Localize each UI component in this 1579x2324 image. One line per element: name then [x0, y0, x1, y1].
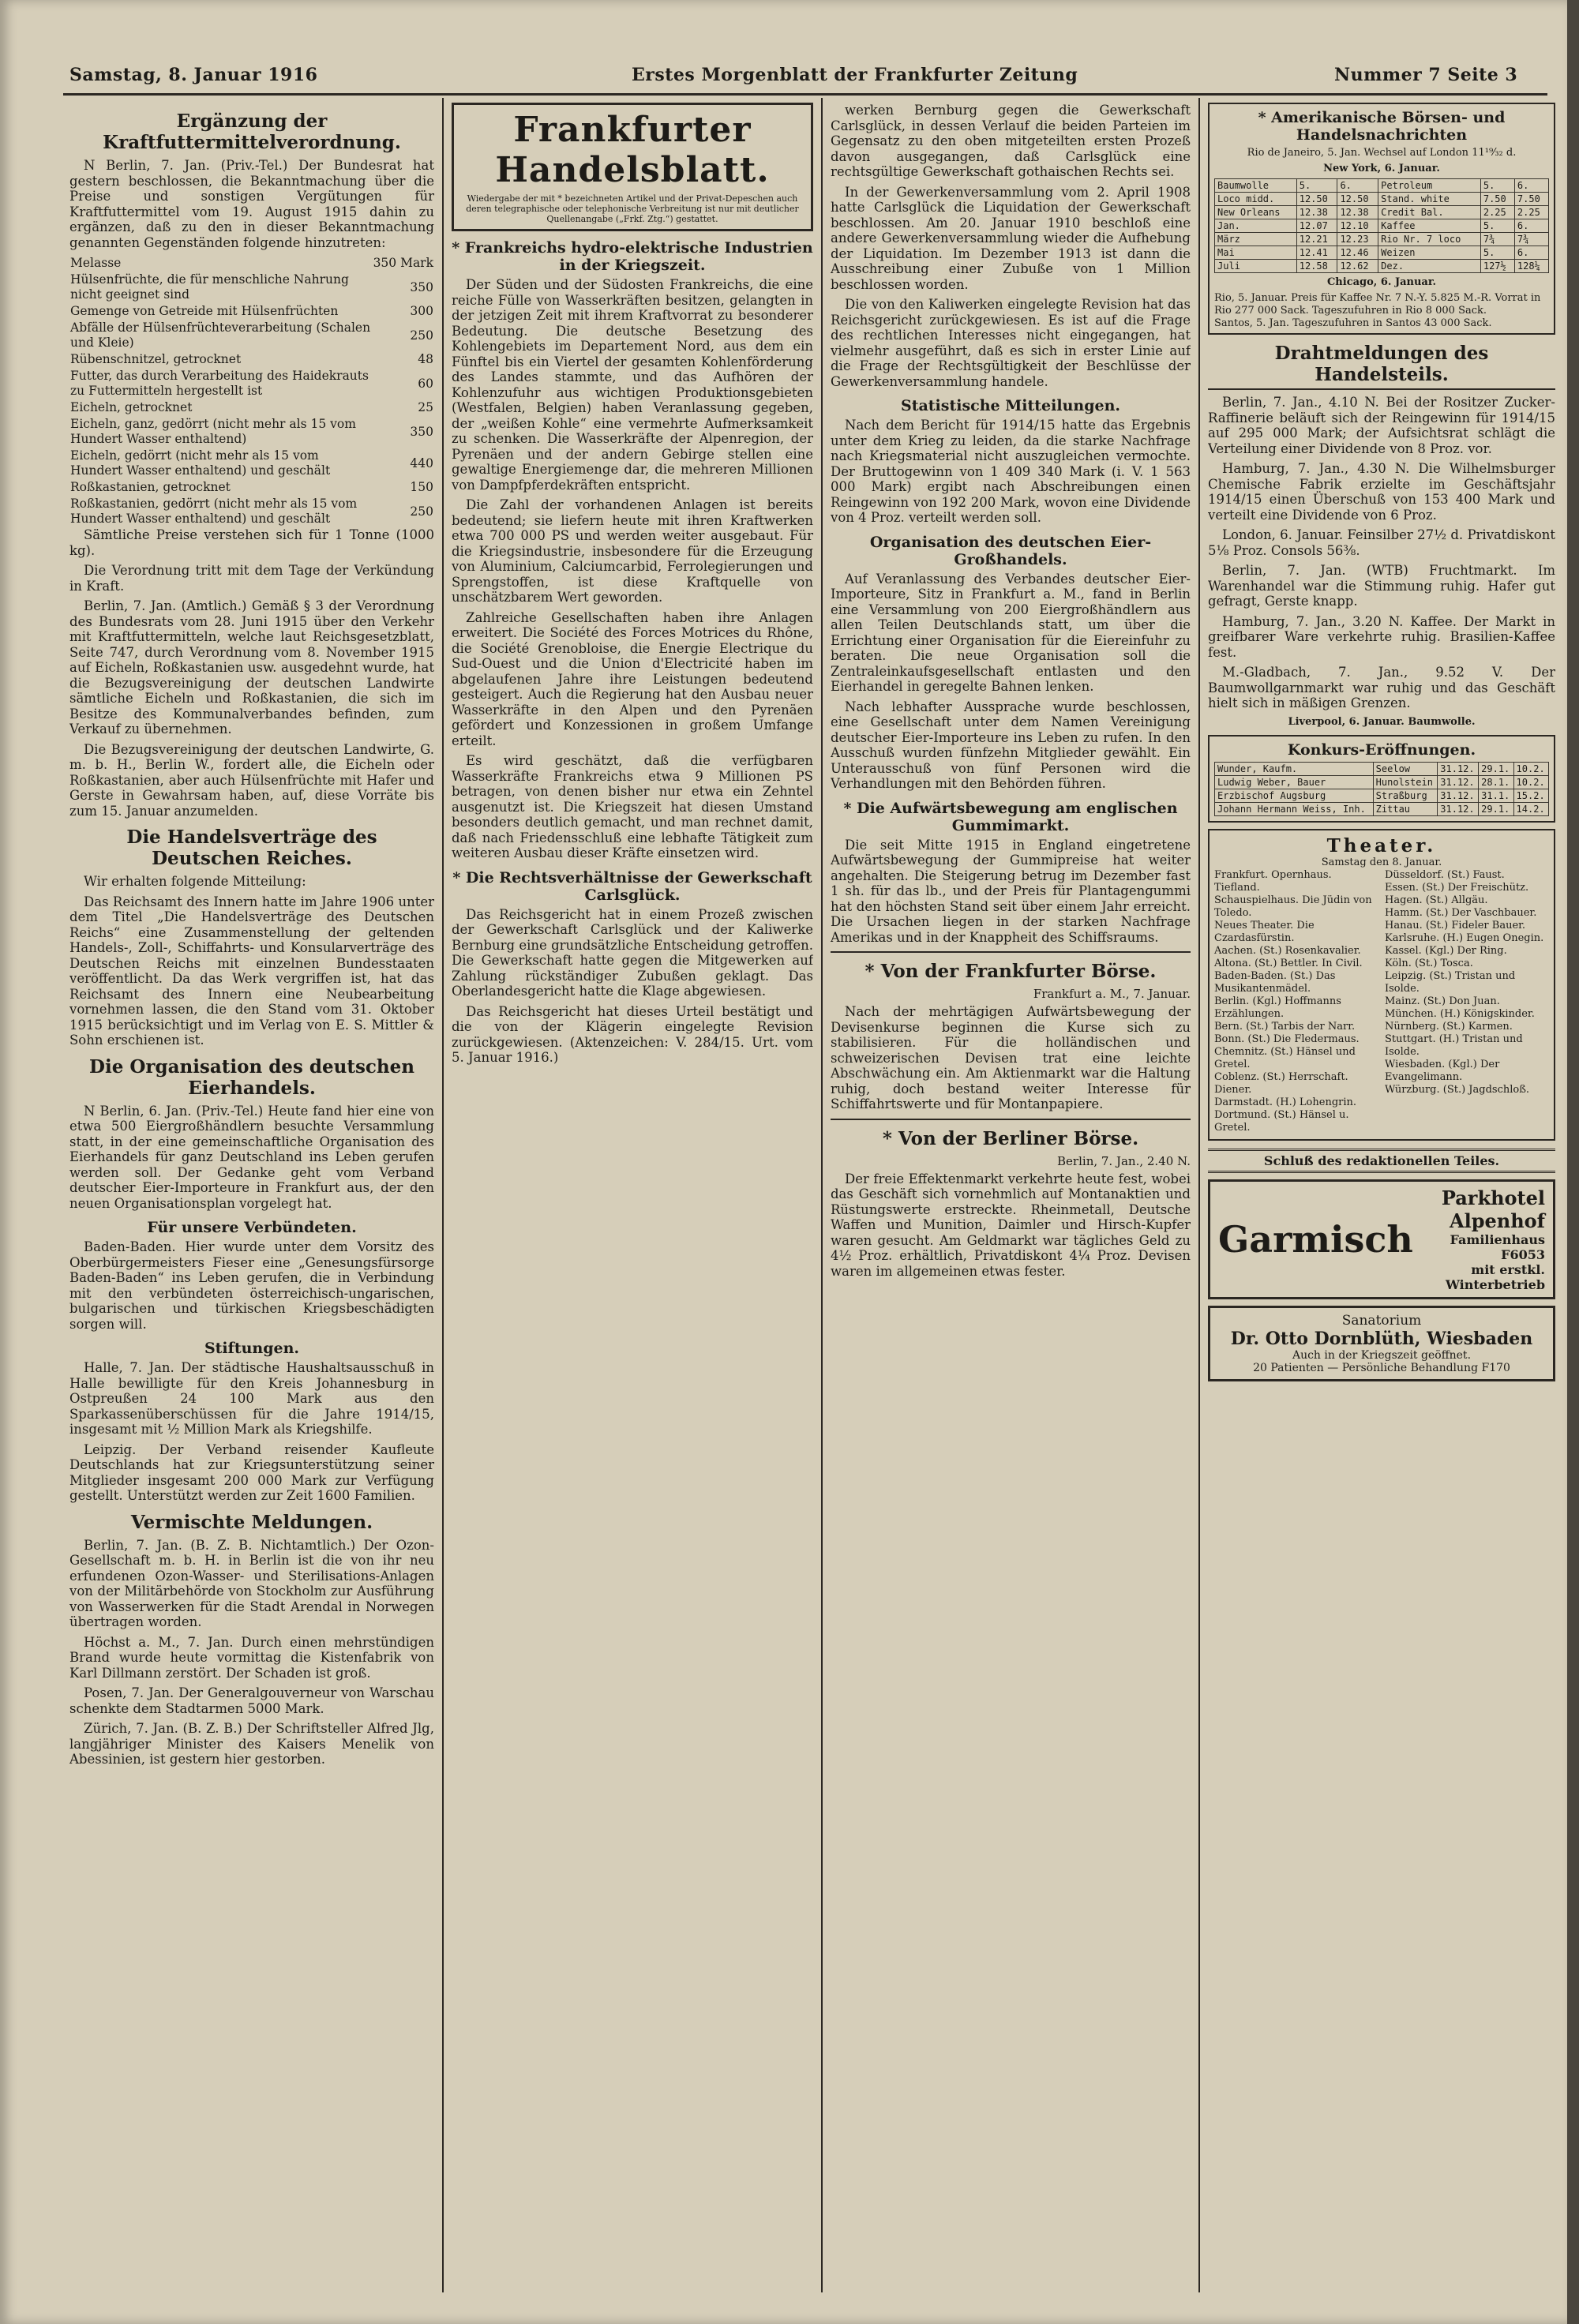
book-spine-edge	[1567, 0, 1579, 2324]
list-item: Bern. (St.) Tarbis der Narr.	[1214, 1020, 1356, 1033]
table-row: Ludwig Weber, Bauer Hunolstein 31.12. 28.1. 10.2.	[1215, 775, 1549, 789]
article-paragraph: Nach dem Bericht für 1914/15 hatte das Ergebnis unter dem Krieg zu leiden, da die starke Nachfrage nach Kriegsmaterial nicht auszugleichen vermochte. Der Bruttogewinn von 1 409 340 Mark (i. V. 1 563 000 Mark) ergibt nach Abschreibungen einen Reingewinn von 192 200 Mark, wovon eine Dividende von 4 Proz. verteilt werden soll.	[831, 418, 1191, 525]
header-date: Samstag, 8. Januar 1916	[69, 65, 318, 85]
article-paragraph: London, 6. Januar. Feinsilber 27½ d. Privatdiskont 5⅛ Proz. Consols 56⅜.	[1208, 527, 1555, 558]
list-item: Nürnberg. (St.) Karmen.	[1385, 1020, 1513, 1033]
masthead-note: Wiedergabe der mit * bezeichneten Artikel und der Privat-Depeschen auch deren telegraphische oder telephonische Verbreitung ist nur mit deutlicher Quellenangabe („Frkf. Ztg.“) gestattet.	[466, 193, 799, 224]
table-row: New Orleans 12.38 12.38 Credit Bal. 2.25 2.25	[1215, 206, 1549, 219]
list-item: Leipzig. (St.) Tristan und Isolde.	[1385, 969, 1516, 995]
dateline: Berlin, 7. Jan., 2.40 N.	[1057, 1153, 1191, 1168]
article-paragraph: Das Reichsamt des Innern hatte im Jahre 1906 unter dem Titel „Die Handelsverträge des Deutschen Reichs“ eine Zusammenstellung der geltenden Handels-, Zoll-, Schiffahrts- und Konsularverträge des Deutschen Reichs mit einzelnen Bundesstaaten veröffentlicht. Da das Werk vergriffen ist, hat das Reichsamt des Innern eine Neubearbeitung vornehmen lassen, die den Stand vom 31. Oktober 1915 berücksichtigt und im Verlag von E. S. Mittler & Sohn erschienen ist.	[69, 894, 434, 1048]
article-paragraph: Berlin, 7. Jan. (WTB) Fruchtmarkt. Im Warenhandel war die Stimmung ruhig. Hafer gut gefragt, Gerste knapp.	[1208, 563, 1555, 609]
article-paragraph: In der Gewerkenversammlung vom 2. April 1908 hatte Carlsglück die Liquidation der Gewerkschaft beschlossen. Am 20. Januar 1910 beschloß eine andere Gewerkenversammlung wieder die Aufhebung der Liquidation. Im Dezember 1913 ist dann die Ausschreibung einer Zubuße von 1 Million beschlossen worden.	[831, 184, 1191, 292]
table-row: Loco midd. 12.50 12.50 Stand. white 7.50 7.50	[1215, 193, 1549, 206]
article-paragraph: Die seit Mitte 1915 in England eingetretene Aufwärtsbewegung der Gummipreise hat weiter angehalten. Die Steigerung betrug im Dezember fast 1 sh. für das lb., und der Preis für Plantagengummi hat den höchsten Stand seit über einem Jahr erreicht. Die Ursachen liegen in der starken Nachfrage Amerikas und in der Knappheit des Schiffsraums.	[831, 837, 1191, 945]
article-paragraph: Das Reichsgericht hat dieses Urteil bestätigt und die von der Klägerin eingelegte Revision zurückgewiesen. (Aktenzeichen: V. 284/15. Urt. vom 5. Januar 1916.)	[452, 1003, 813, 1065]
article-paragraph: Die Verordnung tritt mit dem Tage der Verkündung in Kraft.	[69, 563, 434, 594]
ad-hotel-name: Parkhotel Alpenhof	[1441, 1186, 1545, 1232]
editorial-end-notice: Schluß des redaktionellen Teiles.	[1208, 1149, 1555, 1173]
price-row: Gemenge von Getreide mit Hülsenfrüchten 300	[70, 304, 433, 318]
article-paragraph: Baden-Baden. Hier wurde unter dem Vorsitz des Oberbürgermeisters Fieser eine „Genesungsfürsorge Baden-Baden“ ins Leben gerufen, die in Verbindung mit den verbündeten österreichisch-ungarischen, bulgarischen und türkischen Kriegsbeschädigten sorgen will.	[69, 1239, 434, 1332]
list-item: Dortmund. (St.) Hänsel u. Gretel.	[1214, 1108, 1349, 1134]
dateline: Frankfurt a. M., 7. Januar.	[1033, 987, 1191, 1001]
section-heading: * Von der Frankfurter Börse.	[865, 961, 1157, 982]
article-paragraph: Höchst a. M., 7. Jan. Durch einen mehrstündigen Brand wurde heute vormittag die Kistenfabrik von Karl Dillmann zerstört. Der Schaden ist groß.	[69, 1634, 434, 1681]
ad-subline: Familienhaus F6053	[1450, 1231, 1545, 1262]
column-1	[69, 103, 434, 2305]
article-paragraph: Der Süden und der Südosten Frankreichs, die eine reiche Fülle von Wasserkräften besitzen, gelangten in der jetzigen Zeit mit ihrem Kraftvorrat zu besonderer Bedeutung. Die deutsche Besetzung des Kohlengebiets im Departement Nord, aus dem ein Fünftel bis ein Viertel der gesamten Kohlenförderung des Landes stammte, und das Aufhören der Kohlenzufuhr aus wichtigen Produktionsgebieten (Westfalen, Belgien) haben Veranlassung gegeben, der „weißen Kohle“ eine vermehrte Aufmerksamkeit zu schenken. Die Wasserkräfte der Alpenregion, der Pyrenäen und der andern Gebirge stellen eine gewaltige Energiemenge dar, die mehreren Millionen von Dampfpferdekräften entspricht.	[452, 277, 813, 493]
list-item: Altona. (St.) Bettler. In Civil.	[1214, 957, 1363, 969]
price-row: Roßkastanien, getrocknet 150	[70, 480, 433, 494]
list-item: Baden-Baden. (St.) Das Musikantenmädel.	[1214, 969, 1336, 995]
list-item: Mainz. (St.) Don Juan.	[1385, 995, 1500, 1007]
list-item: Hagen. (St.) Allgäu.	[1385, 894, 1488, 906]
article-paragraph: Wir erhalten folgende Mitteilung:	[84, 874, 306, 889]
table-row: Jan. 12.07 12.10 Kaffee 5. 6.	[1215, 219, 1549, 233]
list-item: Essen. (St.) Der Freischütz.	[1385, 881, 1529, 894]
table-row: Johann Hermann Weiss, Inh. Zittau 31.12. 29.1. 14.2.	[1215, 802, 1549, 815]
bankruptcy-box	[1208, 735, 1555, 823]
article-heading: Ergänzung der Kraftfuttermittelverordnung.	[103, 111, 401, 153]
price-row: Roßkastanien, gedörrt (nicht mehr als 15 vom Hundert Wasser enthaltend) und geschält 250	[70, 497, 433, 526]
ad-note: Auch in der Kriegszeit geöffnet.	[1292, 1348, 1472, 1362]
list-item: Neues Theater. Die Czardasfürstin.	[1214, 919, 1315, 944]
section-heading: Konkurs-Eröffnungen.	[1287, 740, 1476, 759]
article-heading: Statistische Mitteilungen.	[900, 397, 1121, 414]
article-heading: * Die Aufwärtsbewegung am englischen Gummimarkt.	[843, 799, 1178, 834]
price-row: Eicheln, gedörrt (nicht mehr als 15 vom Hundert Wasser enthaltend) und geschält 440	[70, 448, 433, 478]
article-paragraph: Sämtliche Preise verstehen sich für 1 Tonne (1000 kg).	[69, 527, 434, 558]
list-item: Stuttgart. (H.) Tristan und Isolde.	[1385, 1033, 1523, 1058]
list-item: München. (H.) Königskinder.	[1385, 1007, 1535, 1020]
section-heading: Stiftungen.	[204, 1340, 300, 1357]
article-paragraph: Berlin, 7. Jan., 4.10 N. Bei der Rositzer Zucker-Raffinerie beläuft sich der Reingewinn für 1914/15 auf 295 000 Mark; der Aufsichtsrat schlägt die Verteilung einer Dividende von 8 Proz. vor.	[1208, 395, 1555, 456]
list-item: Wiesbaden. (Kgl.) Der Evangelimann.	[1385, 1058, 1500, 1083]
market-title: Chicago, 6. Januar.	[1326, 276, 1437, 288]
column-divider	[821, 98, 823, 2292]
table-row: Erzbischof Augsburg Straßburg 31.12. 31.1. 15.2.	[1215, 789, 1549, 802]
list-item: Hamm. (St.) Der Vaschbauer.	[1385, 906, 1537, 919]
dateline: Samstag den 8. Januar.	[1321, 856, 1442, 868]
list-item: Karlsruhe. (H.) Eugen Onegin.	[1385, 931, 1544, 944]
market-title: New York, 6. Januar.	[1323, 163, 1440, 174]
ad-place-name: Garmisch	[1218, 1217, 1413, 1261]
article-paragraph: Es wird geschätzt, daß die verfügbaren Wasserkräfte Frankreichs etwa 9 Millionen PS betragen, von denen bisher nur etwa ein Zehntel ausgenutzt ist. Die Kriegszeit hat diesen Umstand besonders deutlich gemacht, und man rechnet damit, daß nach Friedensschluß eine lebhafte Tätigkeit zum weiteren Ausbau dieser Kräfte einsetzen wird.	[452, 753, 813, 860]
garmisch-hotel-ad	[1208, 1179, 1555, 1299]
table-row: Juli 12.58 12.62 Dez. 127½ 128¼	[1215, 260, 1549, 273]
column-3	[831, 103, 1191, 2305]
price-table	[69, 255, 434, 527]
price-row: Abfälle der Hülsenfrüchteverarbeitung (Schalen und Kleie) 250	[70, 320, 433, 350]
theater-box	[1208, 829, 1555, 1141]
article-paragraph: Die Bezugsvereinigung der deutschen Landwirte, G. m. b. H., Berlin W., fordert alle, die Eicheln oder Roßkastanien, aber auch Hülsenfrüchte mit Hafer und Gerste in Gewahrsam haben, auf, diese Vorräte bis zum 15. Januar anzumelden.	[69, 741, 434, 819]
article-paragraph: Hamburg, 7. Jan., 3.20 N. Kaffee. Der Markt in greifbarer Ware verkehrte ruhig. Brasilien-Kaffee fest.	[1208, 613, 1555, 660]
article-heading: * Amerikanische Börsen- und Handelsnachrichten	[1258, 109, 1506, 144]
article-paragraph: Auf Veranlassung des Verbandes deutscher Eier-Importeure, Sitz in Frankfurt a. M., fand in Berlin eine Versammlung von 200 Eiergroßhändlern aus allen Teilen Deutschlands statt, um über die Errichtung einer Organisation für die Eiereinfuhr zu beraten. Die neue Organisation soll die Zentraleinkaufsgesellschaft entlasten und den Eierhandel in geregelte Bahnen lenken.	[831, 571, 1191, 694]
article-heading: Die Organisation des deutschen Eierhandels.	[89, 1055, 414, 1099]
header-paper-title: Erstes Morgenblatt der Frankfurter Zeitung	[632, 65, 1078, 85]
sanatorium-ad	[1208, 1306, 1555, 1381]
article-paragraph: Die Zahl der vorhandenen Anlagen ist bereits bedeutend; sie liefern heute mit ihren Kraftwerken etwa 700 000 PS und werden weiter ausgebaut. Für die Kriegsindustrie, insbesondere für die Erzeugung von Aluminium, Calciumcarbid, Ferrolegierungen und Sprengstoffen, ist diese Kraftquelle von unschätzbarem Wert geworden.	[452, 497, 813, 605]
header-page-number: Nummer 7 Seite 3	[1334, 65, 1518, 85]
list-item: Kassel. (Kgl.) Der Ring.	[1385, 944, 1507, 957]
article-paragraph: Das Reichsgericht hat in einem Prozeß zwischen der Gewerkschaft Carlsglück und der Kaliwerke Bernburg eine grundsätzliche Entscheidung getroffen. Die Gewerkschaft hatte gegen die Mitgewerken auf Zahlung rückständiger Zubußen geklagt. Das Oberlandesgericht hatte die Klage abgewiesen.	[452, 906, 813, 999]
list-item: Schauspielhaus. Die Jüdin von Toledo.	[1214, 894, 1372, 919]
price-row: Eicheln, ganz, gedörrt (nicht mehr als 15 vom Hundert Wasser enthaltend) 350	[70, 417, 433, 446]
article-paragraph: Die von den Kaliwerken eingelegte Revision hat das Reichsgericht zurückgewiesen. Es ist auf die Frage des rechtlichen Interesses nicht eingegangen, hat vielmehr ausgeführt, daß es sich in erster Linie auf die Frage der Rechtsgültigkeit der Beschlüsse der Gewerkenversammlung handele.	[831, 297, 1191, 389]
list-item: Coblenz. (St.) Herrschaft. Diener.	[1214, 1070, 1348, 1096]
table-row: Mai 12.41 12.46 Weizen 5. 6.	[1215, 246, 1549, 260]
price-row: Hülsenfrüchte, die für menschliche Nahrung nicht geeignet sind 350	[70, 272, 433, 302]
price-row: Futter, das durch Verarbeitung des Haidekrauts zu Futtermitteln hergestellt ist 60	[70, 369, 433, 398]
article-paragraph: Berlin, 7. Jan. (B. Z. B. Nichtamtlich.) Der Ozon-Gesellschaft m. b. H. in Berlin ist die von ihr neu erfundenen Ozon-Wasser- und Sterilisations-Anlagen von der Militärbehörde von Stockholm zur Ausführung von Wasserwerken für die Stadt Arendal in Norwegen übertragen worden.	[69, 1537, 434, 1629]
section-heading: Theater.	[1326, 834, 1437, 857]
list-item: Düsseldorf. (St.) Faust.	[1385, 868, 1505, 881]
article-paragraph: Leipzig. Der Verband reisender Kaufleute Deutschlands hat zur Kriegsunterstützung seiner Mitglieder insgesamt 200 000 Mark zur Verfügung gestellt. Unterstützt werden zur Zeit 1600 Familien.	[69, 1441, 434, 1503]
ad-name: Dr. Otto Dornblüth, Wiesbaden	[1230, 1328, 1533, 1349]
price-row: Rübenschnitzel, getrocknet 48	[70, 352, 433, 366]
table-row: März 12.21 12.23 Rio Nr. 7 loco 7¾ 7¾	[1215, 233, 1549, 246]
separator	[831, 951, 1191, 953]
handelsblatt-masthead	[452, 103, 813, 231]
separator	[831, 1119, 1191, 1120]
article-heading: Organisation des deutschen Eier-Großhandels.	[869, 533, 1152, 568]
list-item: Hanau. (St.) Fideler Bauer.	[1385, 919, 1526, 931]
list-item: Chemnitz. (St.) Hänsel und Gretel.	[1214, 1045, 1356, 1070]
market-line: Rio de Janeiro, 5. Jan. Wechsel auf London 11¹⁹⁄₃₂ d.	[1247, 147, 1517, 159]
column-2	[452, 103, 813, 2305]
article-paragraph: M.-Gladbach, 7. Jan., 9.52 V. Der Baumwollgarnmarkt war ruhig und das Geschäft hielt sich in mäßigen Grenzen.	[1208, 665, 1555, 710]
article-paragraph: Posen, 7. Jan. Der Generalgouverneur von Warschau schenkte dem Stadtarmen 5000 Mark.	[69, 1685, 434, 1716]
list-item: Aachen. (St.) Rosenkavalier.	[1214, 944, 1361, 957]
header-rule	[63, 93, 1547, 96]
table-row: Wunder, Kaufm. Seelow 31.12. 29.1. 10.2.	[1215, 762, 1549, 775]
column-4	[1208, 103, 1555, 2305]
article-paragraph: Nach lebhafter Aussprache wurde beschlossen, eine Gesellschaft unter dem Namen Vereinigung deutscher Eier-Importeure ins Leben zu rufen. In den Ausschuß wurden fünfzehn Mitglieder gewählt. Ein Unterausschuß von fünf Personen wird die Verhandlungen mit den Behörden führen.	[831, 699, 1191, 791]
market-line: Rio, 5. Januar. Preis für Kaffee Nr. 7 N.-Y. 5.825 M.-R. Vorrat in Rio 277 000 Sack. Tageszufuhren in Rio 8 000 Sack.	[1214, 292, 1541, 317]
article-paragraph: N Berlin, 6. Jan. (Priv.-Tel.) Heute fand hier eine von etwa 500 Eiergroßhändlern besuchte Versammlung statt, in der eine gemeinschaftliche Organisation des Eierhandels für ganz Deutschland ins Leben gerufen werden soll. Der Gedanke geht vom Verband deutscher Eier-Importeure in Frankfurt aus, der den neuen Organisationsplan vorgelegt hat.	[69, 1103, 434, 1211]
ad-note: 20 Patienten — Persönliche Behandlung F170	[1253, 1361, 1510, 1374]
market-title: Liverpool, 6. Januar. Baumwolle.	[1288, 715, 1476, 728]
column-divider	[442, 98, 444, 2292]
ad-kind: Sanatorium	[1341, 1312, 1422, 1329]
article-paragraph: Halle, 7. Jan. Der städtische Haushaltsausschuß in Halle bewilligte für den Kreis Johannesburg in Ostpreußen 24 100 Mark aus den Sparkassenüberschüssen für die Jahre 1914/15, insgesamt mit ½ Million Mark als Kriegshilfe.	[69, 1360, 434, 1437]
table-row: Baumwolle 5. 6. Petroleum 5. 6.	[1215, 179, 1549, 193]
market-line: Santos, 5. Jan. Tageszufuhren in Santos 43 000 Sack.	[1214, 317, 1492, 329]
section-heading: Für unsere Verbündeten.	[147, 1219, 357, 1236]
american-markets-box	[1208, 103, 1555, 335]
new-york-table	[1214, 178, 1549, 273]
section-heading: Vermischte Meldungen.	[130, 1511, 373, 1533]
list-item: Bonn. (St.) Die Fledermaus.	[1214, 1033, 1360, 1045]
article-paragraph: Zürich, 7. Jan. (B. Z. B.) Der Schriftsteller Alfred Jlg, langjähriger Minister des Kaisers Menelik von Abessinien, ist gestern hier gestorben.	[69, 1721, 434, 1767]
masthead-title: Frankfurter Handelsblatt.	[495, 110, 770, 190]
list-item: Darmstadt. (H.) Lohengrin.	[1214, 1096, 1357, 1108]
article-heading: * Frankreichs hydro-elektrische Industrien in der Kriegszeit.	[452, 239, 813, 274]
theater-list-right	[1385, 869, 1549, 1134]
article-paragraph: Der freie Effektenmarkt verkehrte heute fest, wobei das Geschäft sich vornehmlich auf Montanaktien und Rüstungswerte erstreckte. Rheinmetall, Deutsche Waffen und Munition, Daimler und Hirsch-Kupfer waren gesucht. Am Geldmarkt war tägliches Geld zu 4½ Proz. erhältlich, Privatdiskont 4¼ Proz. Devisen waren im allgemeinen etwas fester.	[831, 1171, 1191, 1279]
bankruptcy-table	[1214, 762, 1549, 816]
theater-list-left	[1214, 869, 1378, 1134]
list-item: Frankfurt. Opernhaus. Tiefland.	[1214, 868, 1332, 894]
column-divider	[1198, 98, 1200, 2292]
price-row: Eicheln, getrocknet 25	[70, 400, 433, 414]
list-item: Berlin. (Kgl.) Hoffmanns Erzählungen.	[1214, 995, 1341, 1020]
article-paragraph: werken Bernburg gegen die Gewerkschaft Carlsglück, in dessen Verlauf die beiden Parteien im Gegensatz zu den oben mitgeteilten ersten Prozeß davon ausgegangen, daß Carlsglück eine rechtsgültige Gewerkschaft gothaischen Rechts sei.	[831, 103, 1191, 179]
article-paragraph: Hamburg, 7. Jan., 4.30 N. Die Wilhelmsburger Chemische Fabrik erzielte im Geschäftsjahr 1914/15 einen Überschuß von 153 400 Mark und verteilt eine Dividende von 6 Proz.	[1208, 461, 1555, 523]
section-heading: Drahtmeldungen des Handelsteils.	[1208, 343, 1555, 390]
ad-subline: mit erstkl. Winterbetrieb	[1445, 1261, 1545, 1292]
article-paragraph: N Berlin, 7. Jan. (Priv.-Tel.) Der Bundesrat hat gestern beschlossen, die Bekanntmachung über die Preise und sonstigen Vergütungen für Kraftfuttermittel vom 19. August 1915 dahin zu ergänzen, daß zu den in dieser Bekanntmachung genannten Gegenständen folgende hinzutreten:	[69, 158, 434, 250]
list-item: Würzburg. (St.) Jagdschloß.	[1385, 1083, 1530, 1096]
article-paragraph: Zahlreiche Gesellschaften haben ihre Anlagen erweitert. Die Société des Forces Motrices du Rhône, die Société Grenobloise, die Energie Electrique du Sud-Ouest und die Union d'Electricité haben im abgelaufenen Jahre ihre Leistungen bedeutend gesteigert. Auch die Regierung hat den Ausbau neuer Wasserkräfte in den Alpen und den Pyrenäen gefördert und Konzessionen in großem Umfange erteilt.	[452, 609, 813, 748]
section-heading: * Von der Berliner Börse.	[882, 1127, 1139, 1149]
article-paragraph: Nach der mehrtägigen Aufwärtsbewegung der Devisenkurse beginnen die Kurse sich zu stabilisieren. Für die holländischen und schweizerischen Devisen trat eine leichte Abschwächung ein. Am Aktienmarkt war die Haltung ruhig, doch bestand weiter Interesse für Schiffahrtswerte und für Montanpapiere.	[831, 1004, 1191, 1111]
list-item: Köln. (St.) Tosca.	[1385, 957, 1473, 969]
article-paragraph: Berlin, 7. Jan. (Amtlich.) Gemäß § 3 der Verordnung des Bundesrats vom 28. Juni 1915 über den Verkehr mit Kraftfuttermitteln, welche laut Reichsgesetzblatt, Seite 747, durch Verordnung vom 8. November 1915 auf Eicheln, Roßkastanien usw. ausgedehnt wurde, hat die Bezugsvereinigung der deutschen Landwirte sämtliche Eicheln und Roßkastanien, die sich im Besitze des Kommunalverbandes befinden, zum Verkauf zu übernehmen.	[69, 598, 434, 737]
article-heading: Die Handelsverträge des Deutschen Reiches.	[126, 827, 377, 869]
article-heading: * Die Rechtsverhältnisse der Gewerkschaft Carlsglück.	[452, 868, 812, 904]
price-row: Melasse 350 Mark	[70, 256, 433, 270]
